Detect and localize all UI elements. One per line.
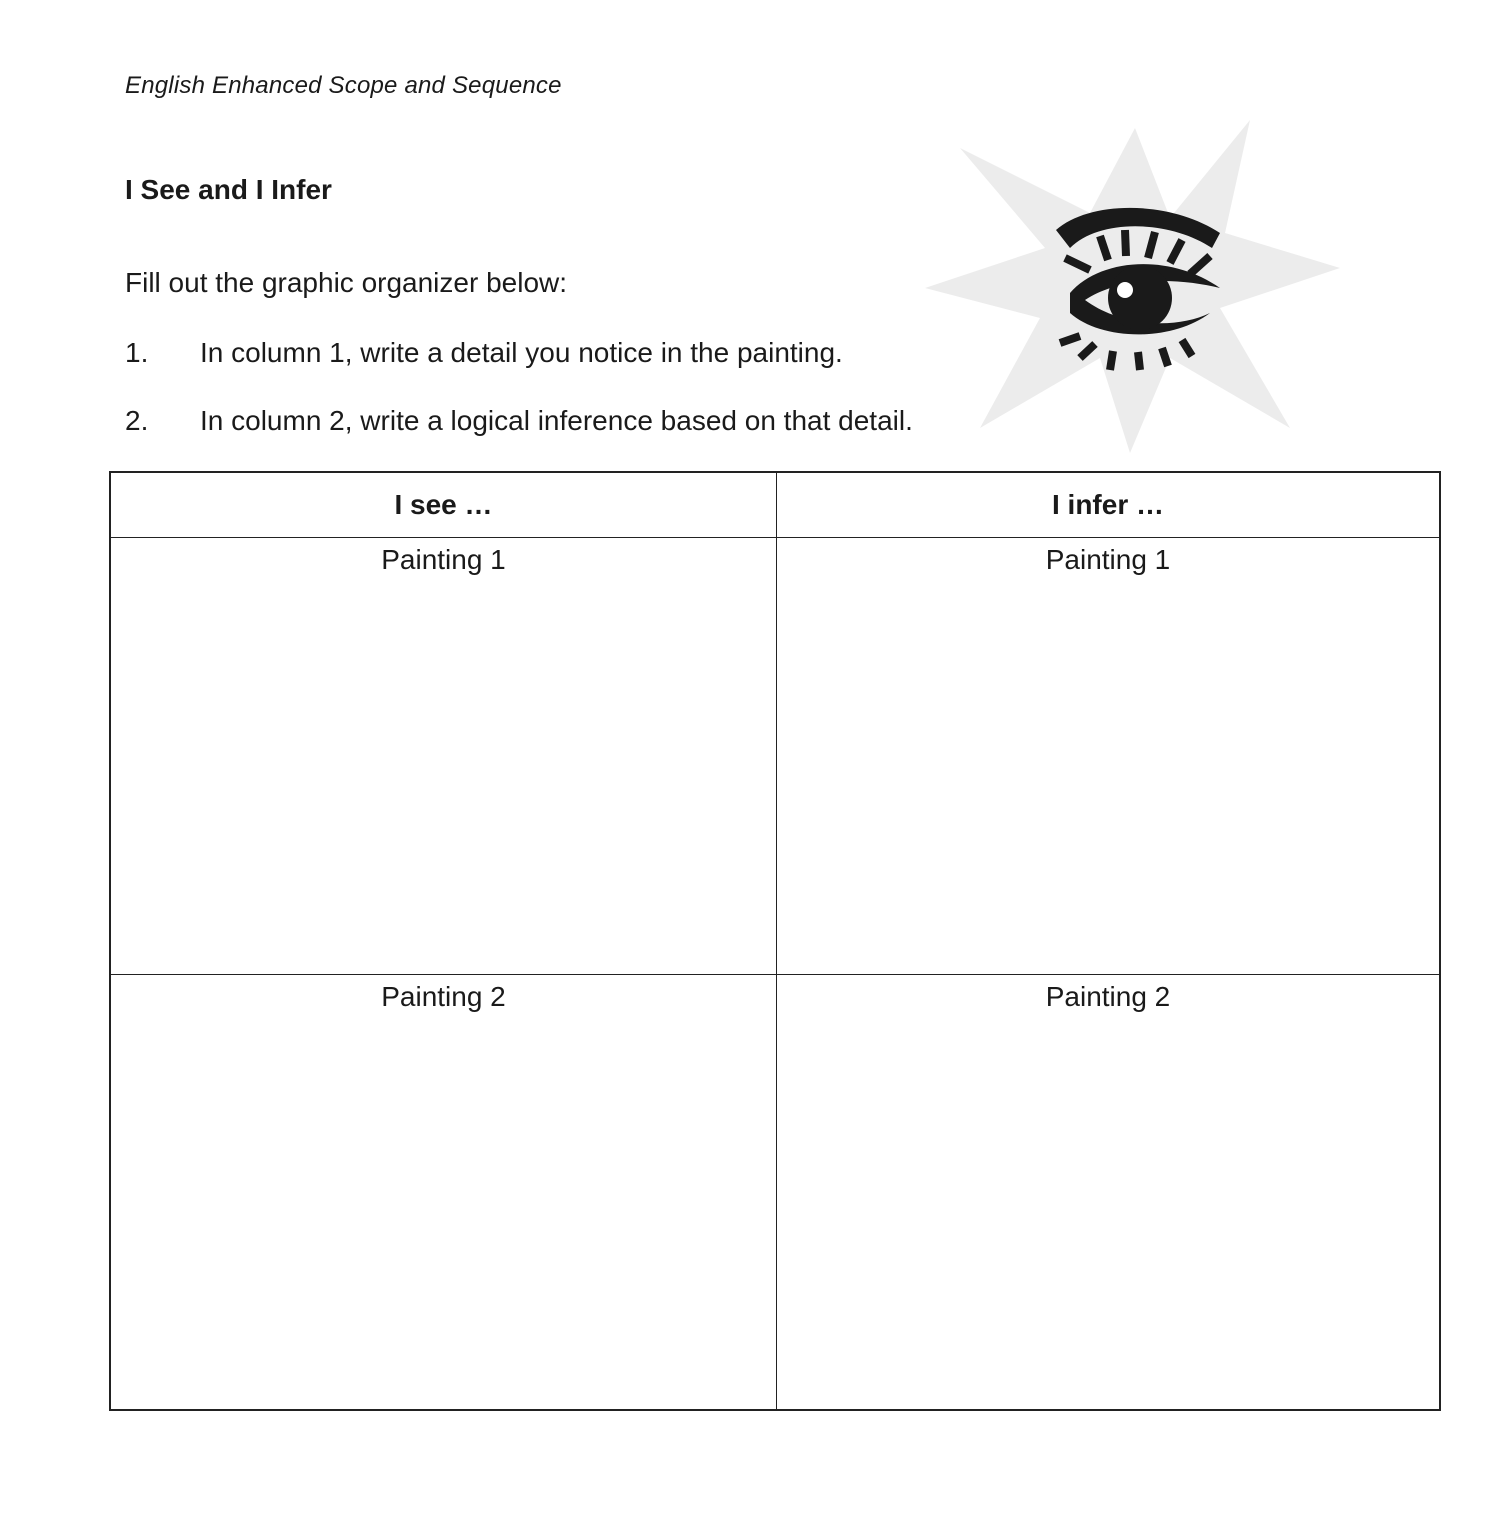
cell-label: Painting 1: [381, 544, 506, 575]
cell-see-painting-1[interactable]: [111, 538, 777, 975]
cell-label: Painting 2: [1045, 981, 1171, 1012]
instruction-step-1: [125, 337, 843, 369]
instruction-step-2: [125, 405, 913, 437]
document-header: English Enhanced Scope and Sequence: [125, 72, 562, 99]
step-number: 1.: [125, 337, 149, 368]
step-text: In column 1, write a detail you notice in the painting.: [200, 337, 843, 368]
cell-see-painting-2[interactable]: [111, 975, 777, 1409]
worksheet-title: I See and I Infer: [125, 174, 332, 205]
graphic-organizer-table: [109, 471, 1441, 1411]
instructions-intro: Fill out the graphic organizer below:: [125, 267, 568, 298]
cell-label: Painting 2: [381, 981, 506, 1012]
pupil-highlight: [1117, 282, 1133, 298]
cell-infer-painting-2[interactable]: [777, 975, 1439, 1409]
step-text: In column 2, write a logical inference based on that detail.: [200, 405, 913, 436]
step-number: 2.: [125, 405, 149, 436]
cell-infer-painting-1[interactable]: [777, 538, 1439, 975]
column-header-i-see: I see …: [111, 473, 777, 538]
column-header-i-infer: I infer …: [777, 473, 1439, 538]
eye-icon: [920, 108, 1350, 458]
iris-shape: [1108, 266, 1172, 330]
cell-label: Painting 1: [1045, 544, 1171, 575]
